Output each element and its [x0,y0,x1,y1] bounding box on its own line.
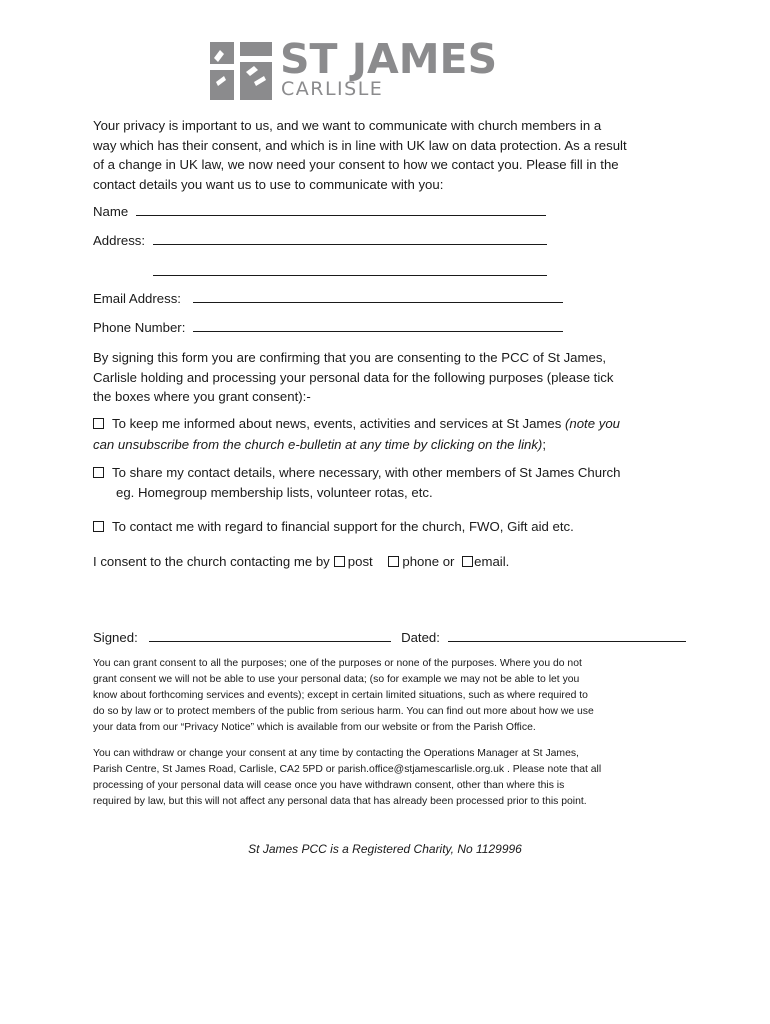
intro-line: contact details you want us to use to communicate with you: [93,176,444,192]
purpose-share [93,463,693,502]
st-james-logo [210,35,550,102]
signed-label: Signed: [93,630,138,645]
consent-intro [93,348,693,407]
phone-row [93,318,563,338]
intro-paragraph [93,116,693,194]
share-purpose-text: To share my contact details, where necessary, with other members of St James Church [112,465,621,480]
address-field-line-2[interactable] [153,263,547,276]
consent-intro-line: the boxes where you grant consent):- [93,389,311,404]
contact-method-label: I consent to the church contacting me by [93,554,330,569]
purpose-news [93,414,693,454]
notice-line: do so by law or to protect members of the public from serious harm. You can find out more about how we use [93,706,594,717]
logo-subtitle: CARLISLE [281,78,384,100]
signature-field[interactable] [149,629,391,642]
address-label: Address: [93,233,146,248]
cross-logo-icon [210,42,272,100]
intro-line: way which has their consent, and which is in line with UK law on data protection. As a result [93,137,627,153]
consent-notice [93,656,693,736]
notice-line: You can grant consent to all the purposes; one of the purposes or none of the purposes. Where you do not [93,658,582,669]
intro-line: Your privacy is important to us, and we want to communicate with church members in a [93,118,602,133]
phone-label: Phone Number: [93,320,186,335]
post-checkbox[interactable] [334,556,345,567]
news-consent-checkbox[interactable] [93,418,104,429]
withdraw-line: You can withdraw or change your consent at any time by contacting the Operations Manager at St James, [93,748,579,759]
financial-purpose-text: To contact me with regard to financial support for the church, FWO, Gift aid etc. [112,519,574,534]
withdraw-line: required by law, but this will not affect any personal data that has already been processed prior to this point. [93,796,587,807]
signature-row [93,628,686,648]
email-field[interactable] [193,290,563,303]
charity-footer: St James PCC is a Registered Charity, No 1129996 [248,842,522,856]
notice-line: grant consent we will not be able to use your personal data; (so for example we may not be able to let you [93,674,580,685]
share-purpose-text-2: eg. Homegroup membership lists, volunteer rotas, etc. [116,484,433,500]
date-field[interactable] [448,629,686,642]
name-row [93,202,546,222]
withdraw-notice [93,746,693,810]
email-row [93,289,563,309]
phone-field[interactable] [193,319,563,332]
phone-checkbox[interactable] [388,556,399,567]
name-label: Name [93,204,129,219]
logo-title: ST JAMES [280,35,498,83]
address-row [93,231,547,251]
address-row-2 [153,262,547,282]
consent-intro-line: Carlisle holding and processing your personal data for the following purposes (please tick [93,369,614,385]
news-note-text-2: can unsubscribe from the church e-bulletin at any time by clicking on the link) [93,436,543,452]
consent-intro-line: By signing this form you are confirming that you are consenting to the PCC of St James, [93,350,607,365]
share-consent-checkbox[interactable] [93,467,104,478]
dated-label: Dated: [401,630,440,645]
email-checkbox[interactable] [462,556,473,567]
email-label: Email Address: [93,291,181,306]
name-field[interactable] [136,203,546,216]
withdraw-line: processing of your personal data will cease once you have withdrawn consent, other than where this is [93,780,565,791]
news-purpose-text: To keep me informed about news, events, activities and services at St James [112,416,562,431]
financial-consent-checkbox[interactable] [93,521,104,532]
news-note-text: (note you [565,416,620,431]
post-label: post [347,554,373,569]
email-option-label: email. [474,554,510,569]
news-end: ; [542,436,546,452]
address-field[interactable] [153,232,547,245]
withdraw-line: Parish Centre, St James Road, Carlisle, CA2 5PD or parish.office@stjamescarlisle.org.uk . Please note that all [93,764,602,775]
phone-option-label: phone or [402,554,455,569]
purpose-financial [93,517,693,537]
notice-line: your data from our “Privacy Notice” which is available from our website or from the Parish Office. [93,722,536,733]
intro-line: of a change in UK law, we now need your consent to how we contact you. Please fill in the [93,157,619,172]
notice-line: know about forthcoming services and events); except in certain limited situations, such as where required to [93,690,588,701]
contact-method-row [93,552,509,572]
